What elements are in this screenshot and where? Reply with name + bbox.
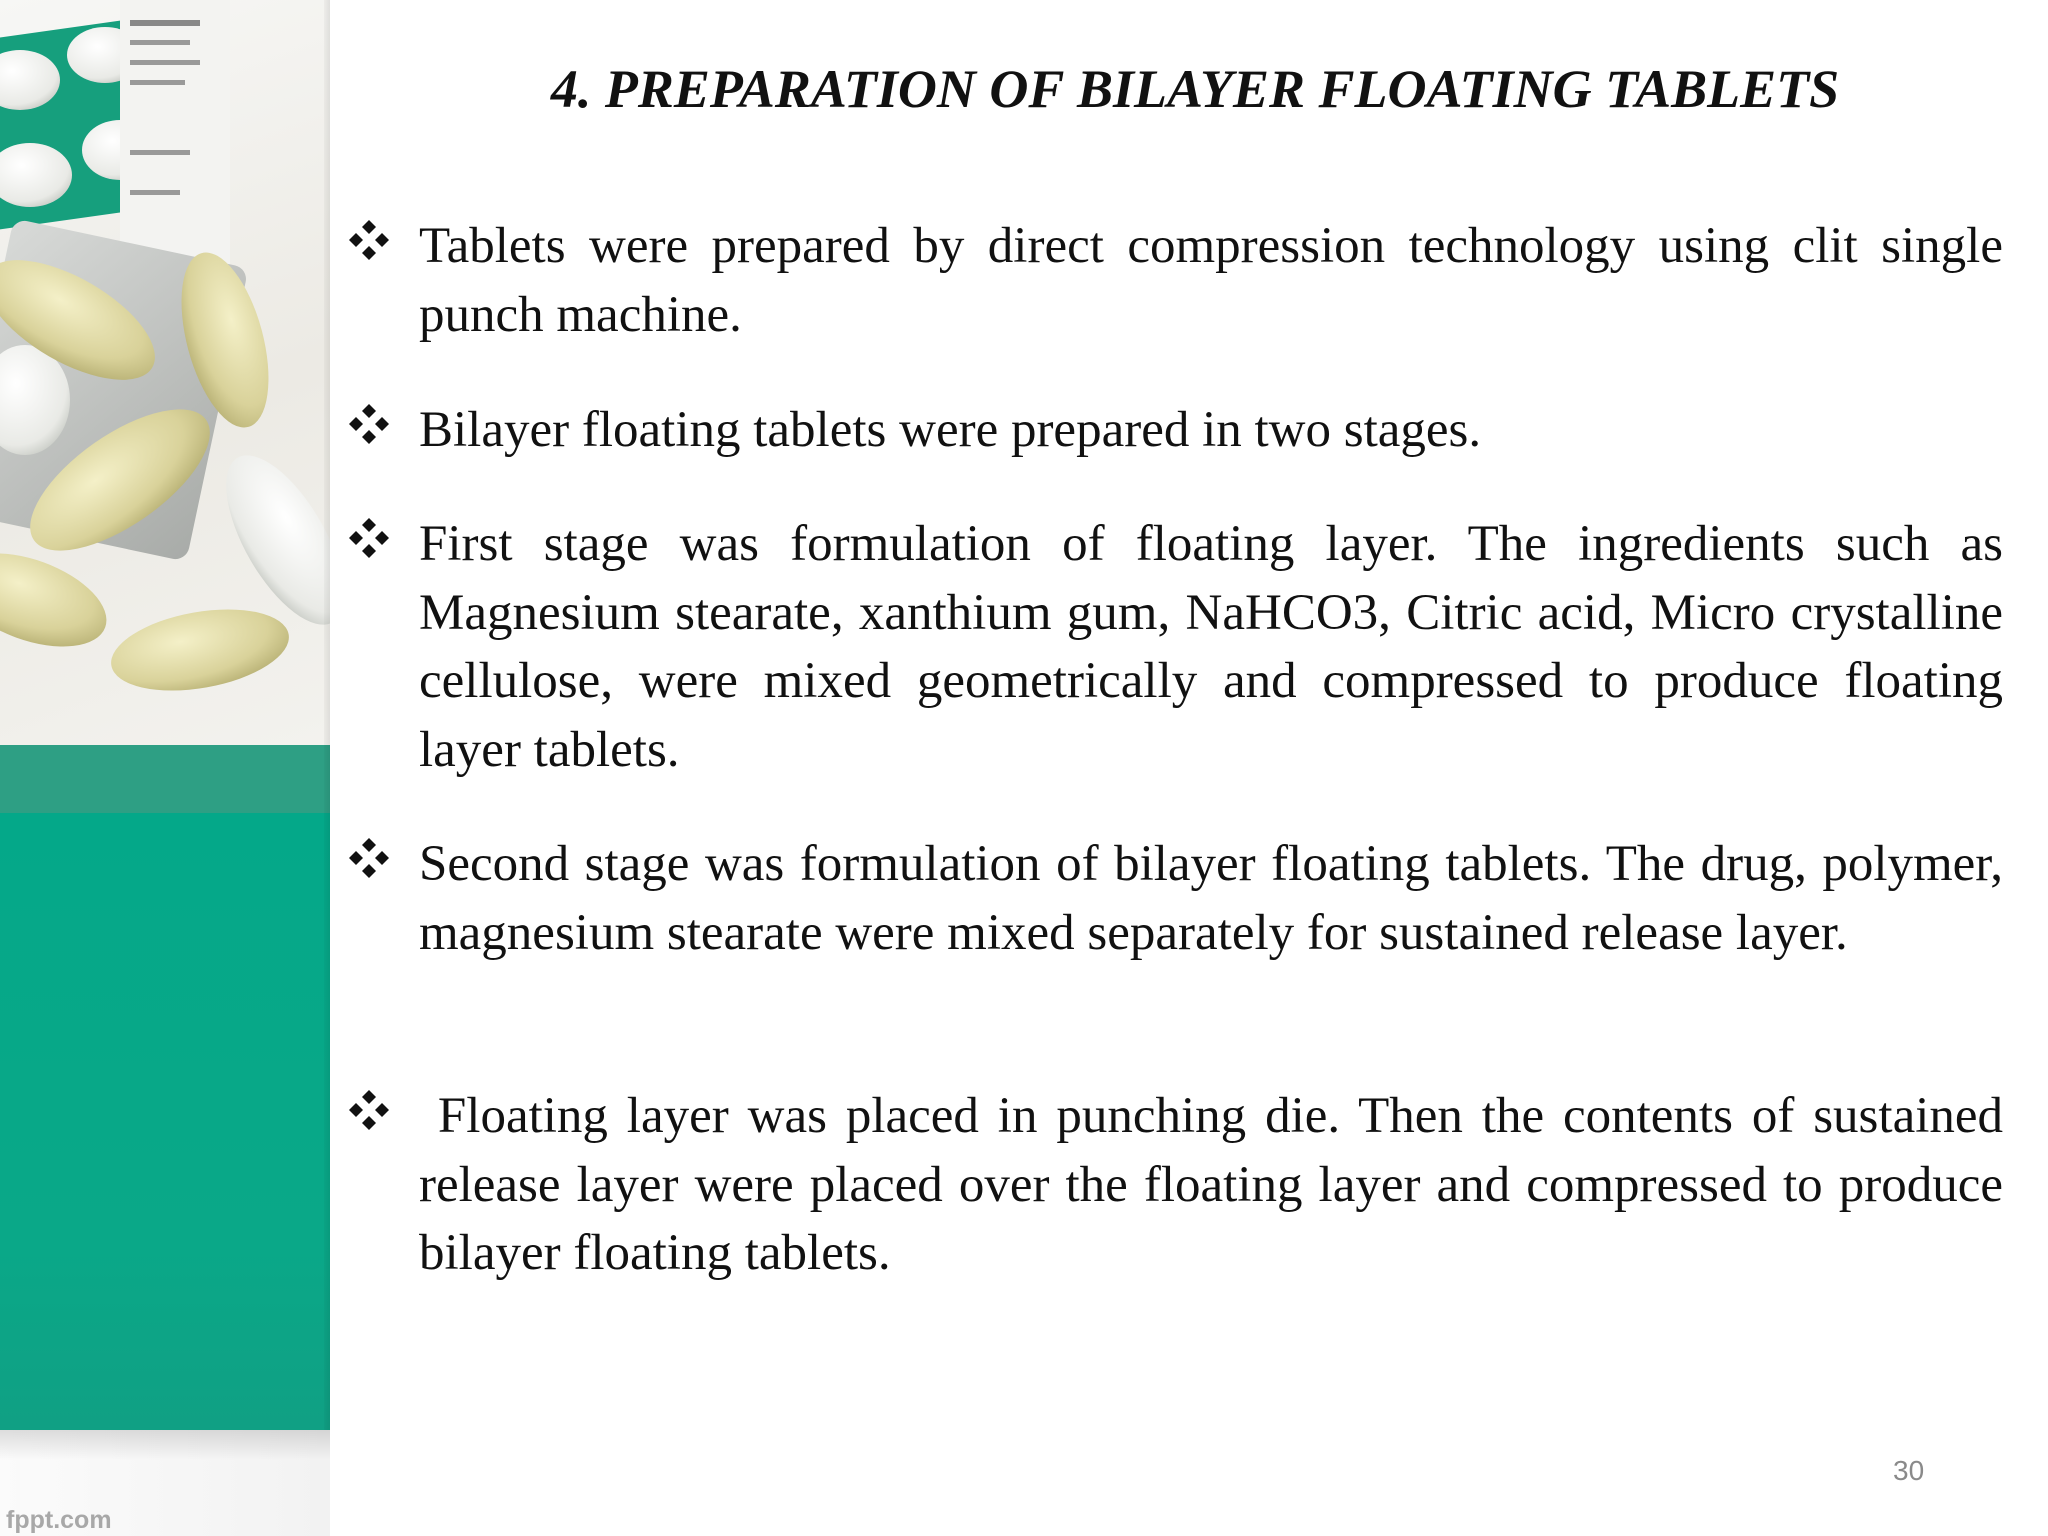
teal-accent-strip: [0, 745, 330, 813]
bullet-text: First stage was formulation of floating layer. The ingredients such as Magnesium stearate, xanthium gum, NaHCO3, Citric acid, Micro crystalline cellulose, were mixed geometrically and compressed to produce floating layer tablets.: [419, 516, 2003, 778]
four-diamond-bullet-icon: [343, 512, 395, 564]
slide-title: 4. PREPARATION OF BILAYER FLOATING TABLETS: [550, 59, 1840, 119]
bullet-text: Second stage was formulation of bilayer floating tablets. The drug, polymer, magnesium stearate were mixed separately for sustained release layer.: [419, 836, 2003, 961]
bullet-item: [343, 396, 2003, 465]
bullet-text: Floating layer was placed in punching die. Then the contents of sustained release layer were placed over the floating layer and compressed to produce bilayer floating tablets.: [419, 1088, 2016, 1281]
teal-block-shadow: [0, 1430, 330, 1460]
page-number: 30: [1893, 1455, 1925, 1486]
pills-photo: [0, 0, 330, 745]
pills-illustration: [0, 0, 330, 745]
bullet-text: Bilayer floating tablets were prepared in two stages.: [419, 402, 1482, 458]
teal-accent-block: [0, 813, 330, 1430]
four-diamond-bullet-icon: [343, 1084, 395, 1136]
panel-edge-shadow: [324, 0, 330, 1430]
bullet-text: Tablets were prepared by direct compression technology using clit single punch machine.: [419, 218, 2003, 343]
bullet-item: [343, 830, 2003, 967]
bullet-item: [343, 1082, 2016, 1288]
four-diamond-bullet-icon: [343, 214, 395, 266]
watermark-logo: fppt.com: [6, 1506, 112, 1534]
four-diamond-bullet-icon: [343, 832, 395, 884]
bullet-item: [343, 510, 2003, 784]
decorative-side-panel: [0, 0, 330, 1536]
bullet-item: [343, 212, 2003, 349]
four-diamond-bullet-icon: [343, 398, 395, 450]
